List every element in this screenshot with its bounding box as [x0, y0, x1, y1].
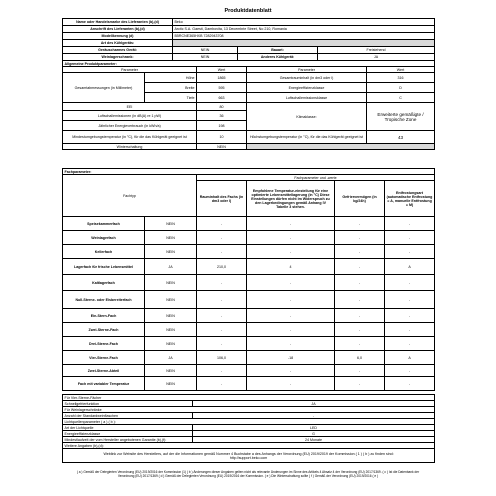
depth-label: Tiefe	[145, 93, 197, 103]
bottles-label: Anzahl der Standardweinflaschen	[63, 413, 193, 419]
design-value: Freistehend	[318, 47, 435, 54]
compartment-name: Zwei-Sterne-Fach	[63, 323, 145, 337]
other-appliance-value: JA	[318, 54, 435, 61]
compartment-defrost: -	[385, 275, 435, 291]
wine-cabinet-value: NEIN	[173, 54, 238, 61]
compartment-present: NEIN	[145, 291, 197, 309]
noise-class-value: C	[367, 93, 435, 103]
warranty-value: 24 Monate	[193, 437, 435, 443]
compartment-name: Lagerfach für frische Lebensmittel	[63, 259, 145, 275]
col-parameter-2: Parameter	[247, 67, 367, 73]
compartment-present: NEIN	[145, 275, 197, 291]
col-compartment-volume: Rauminhalt des Fachs (in dm3 oder l)	[197, 181, 247, 217]
compartment-temp: -	[247, 377, 335, 391]
table-row	[63, 377, 435, 391]
depth-value: 663	[197, 93, 247, 103]
supplier-name-value: Beko	[173, 19, 435, 26]
table-row	[63, 291, 435, 309]
footnotes	[62, 470, 434, 478]
compartment-freeze: -	[335, 259, 385, 275]
max-temp-label: Höchstumgebungstemperatur (in °C), für die das Kühlgerät geeignet ist	[247, 131, 367, 144]
supplier-name-label: Name oder Handelsmarke des Lieferanten (b),(d)	[63, 19, 173, 26]
compartment-params-label: Fachparameter und -werte	[197, 175, 435, 181]
appliance-type-value	[173, 40, 435, 47]
compartment-volume: 106,0	[197, 351, 247, 365]
weblink-cell	[63, 449, 435, 463]
col-parameter: Parameter	[63, 67, 197, 73]
compartment-volume: -	[197, 377, 247, 391]
eei-value: 80	[197, 103, 247, 111]
footnote-line-1: ( a ) Gemäß der Delegierten Verordnung (EU) 2019/2016 der Kommission (1) ( b ) Änderungen dieser Angaben gelten nicht als relevante Änderungen im Sinne des Artikels 4 Absatz 4 der Verordnung (EU) 2017/1369. ( c ) Ist die Datenbank der	[76, 470, 420, 474]
compartment-defrost: -	[385, 377, 435, 391]
four-star-section: Für Vier-Sterne-Fächer	[63, 395, 435, 401]
compartment-rows	[63, 217, 435, 391]
compartment-temp: -	[247, 217, 335, 231]
max-temp-value: 43	[367, 131, 435, 144]
compartment-temp: -	[247, 231, 335, 245]
compartments-table	[62, 168, 435, 391]
compartment-volume: -	[197, 291, 247, 309]
supplier-table	[62, 18, 435, 61]
compartment-temp: -	[247, 309, 335, 323]
table-row	[63, 275, 435, 291]
supplier-address-value: Arctic S.A. Gaesti, Dambovita, 13 Decembrie Street, No 210, Romania	[173, 26, 435, 33]
warranty-label: Mindestlaufzeit der vom Hersteller angebotenen Garantie (b),(f):	[63, 437, 193, 443]
compartment-defrost: -	[385, 323, 435, 337]
compartment-freeze: -	[335, 231, 385, 245]
compartment-present: NEIN	[145, 377, 197, 391]
compartment-defrost: -	[385, 337, 435, 351]
page-title: Produktdatenblatt	[224, 8, 272, 14]
compartment-name: Ein-Stern-Fach	[63, 309, 145, 323]
annual-energy-label: Jährlicher Energieverbrauch (in kWh/a)	[63, 121, 197, 131]
compartment-temp: -18	[247, 351, 335, 365]
compartment-temp: -	[247, 323, 335, 337]
compartment-volume: -	[197, 231, 247, 245]
noise-class-label: Luftschallemissionsklasse	[247, 93, 367, 103]
compartment-temp: -	[247, 291, 335, 309]
compartment-freeze: -	[335, 365, 385, 377]
compartment-name: Null-Sterne- oder Eisbereiterfach	[63, 291, 145, 309]
noise-value: 36	[197, 111, 247, 121]
energy-class-value: D	[367, 83, 435, 93]
compartment-present: NEIN	[145, 217, 197, 231]
table-row	[63, 365, 435, 377]
col-value-2: Wert	[367, 67, 435, 73]
compartment-defrost: A	[385, 259, 435, 275]
light-class-label: Energieeffizienzklasse	[63, 431, 193, 437]
table-row	[63, 323, 435, 337]
width-value: 595	[197, 83, 247, 93]
model-value: B5RCNE365HXB 7282943708	[173, 33, 435, 40]
light-class-value: G	[193, 431, 435, 437]
compartment-defrost: -	[385, 365, 435, 377]
compartment-defrost: -	[385, 217, 435, 231]
compartment-freeze: -	[335, 245, 385, 259]
col-defrost-type: Entfrostungsart (automatische Entfrostung = A, manuelle Entfrostung = M)	[385, 181, 435, 217]
light-type-label: Art der Lichtquelle	[63, 425, 193, 431]
compartment-volume: -	[197, 323, 247, 337]
dims-label: Gesamtabmessungen (in Millimeter)	[63, 73, 145, 103]
design-label: Bauart:	[238, 47, 318, 54]
bottles-value: -	[193, 413, 435, 419]
col-compartment-type: Fachtyp	[63, 175, 197, 217]
compartment-volume: -	[197, 245, 247, 259]
compartment-defrost: -	[385, 231, 435, 245]
compartment-temp: -	[247, 365, 335, 377]
wine-cabinet-label: Weinlagerschrank:	[63, 54, 173, 61]
compartment-present: NEIN	[145, 365, 197, 377]
table-row	[63, 337, 435, 351]
compartment-freeze: -	[335, 291, 385, 309]
compartments-section-label: Fachparameter:	[63, 169, 435, 175]
light-type-value: LED	[193, 425, 435, 431]
compartment-freeze: -	[335, 337, 385, 351]
table-row	[63, 231, 435, 245]
table-row	[63, 309, 435, 323]
compartment-defrost: -	[385, 291, 435, 309]
winter-blank	[247, 144, 435, 150]
energy-class-label: Energieeffizienzklasse	[247, 83, 367, 93]
fast-freeze-label: Schnellgefrierfunktion	[63, 401, 193, 407]
appliance-type-label: Art des Kühlgeräts:	[63, 40, 173, 47]
compartment-name: Weinlagerfach	[63, 231, 145, 245]
volume-label: Gesamtrauminhalt (in dm3 oder l)	[247, 73, 367, 83]
compartment-volume: 210,0	[197, 259, 247, 275]
wine-section: Für Weinlagerschränke	[63, 407, 435, 413]
min-temp-value: 10	[197, 131, 247, 144]
general-section-label: Allgemeine Produktparameter:	[63, 61, 435, 67]
compartment-freeze: -	[335, 323, 385, 337]
table-row	[63, 351, 435, 365]
fast-freeze-value: JA	[193, 401, 435, 407]
compartment-name: Fach mit variabler Temperatur	[63, 377, 145, 391]
compartment-name: Drei-Sterne-Fach	[63, 337, 145, 351]
compartment-temp: -	[247, 275, 335, 291]
climate-label: Klimaklasse:	[247, 103, 367, 131]
compartment-name: Zwei-Sterne-Abteil	[63, 365, 145, 377]
noise-label: Luftschallemissionen (in dB(A) re 1 pW)	[63, 111, 197, 121]
compartment-defrost: -	[385, 309, 435, 323]
annual-energy-value: 198	[197, 121, 247, 131]
low-noise-label: Geräuscharmes Gerät:	[63, 47, 173, 54]
col-value: Wert	[197, 67, 247, 73]
supplier-address-label: Anschrift des Lieferanten (b),(d)	[63, 26, 173, 33]
weblink-url[interactable]: http://support.beko.com	[229, 455, 268, 460]
additional-table	[62, 394, 435, 463]
winter-value: NEIN	[197, 144, 247, 150]
compartment-present: NEIN	[145, 323, 197, 337]
compartment-volume: -	[197, 275, 247, 291]
compartment-name: Kaltlagerfach	[63, 275, 145, 291]
compartment-present: NEIN	[145, 245, 197, 259]
compartment-temp: -	[247, 337, 335, 351]
col-freezing-capacity: Gefriervermögen (in kg/24h)	[335, 181, 385, 217]
compartment-temp: -	[247, 245, 335, 259]
compartment-name: Vier-Sterne-Fach	[63, 351, 145, 365]
compartment-freeze: -	[335, 275, 385, 291]
compartment-present: NEIN	[145, 337, 197, 351]
compartment-defrost: -	[385, 245, 435, 259]
compartment-present: JA	[145, 351, 197, 365]
winter-label: Winterschaltung	[63, 144, 197, 150]
compartment-freeze: -	[335, 309, 385, 323]
low-noise-value: NEIN	[173, 47, 238, 54]
compartment-present: NEIN	[145, 309, 197, 323]
min-temp-label: Mindestumgebungstemperatur (in °C), für die das Kühlgerät geeignet ist	[63, 131, 197, 144]
height-label: Höhe	[145, 73, 197, 83]
compartment-volume: -	[197, 365, 247, 377]
compartment-present: JA	[145, 259, 197, 275]
compartment-name: Speisekammerfach	[63, 217, 145, 231]
eei-label: EEI	[63, 103, 197, 111]
compartment-temp: 4	[247, 259, 335, 275]
compartment-freeze: 6,0	[335, 351, 385, 365]
climate-value: Erweiterte gemäßigte / Tropische Zone	[367, 103, 435, 131]
table-row	[63, 217, 435, 231]
table-row	[63, 245, 435, 259]
compartment-volume: -	[197, 217, 247, 231]
compartment-defrost: A	[385, 351, 435, 365]
height-value: 1865	[197, 73, 247, 83]
additional-section: Weitere Angaben (b),(d):	[63, 443, 435, 449]
general-parameters-table	[62, 60, 435, 150]
volume-value: 316	[367, 73, 435, 83]
compartment-volume: -	[197, 309, 247, 323]
width-label: Breite	[145, 83, 197, 93]
footnote-line-2: Verordnung (EU) 2017/1369 ( d ) Gemäß der Delegierten Verordnung (EU) 2019/2016 der Kommission. ( e ) Die Winterschaltung sollte ( f ) Gemäß der Verordnung (EU) 2019/2016 ( e )	[117, 474, 379, 478]
other-appliance-label: Anderes Kühlgerät:	[238, 54, 318, 61]
compartment-name: Kellerfach	[63, 245, 145, 259]
model-label: Modellkennung (d)	[63, 33, 173, 40]
light-section: Lichtquellenparameter ( a ) ( b ):	[63, 419, 435, 425]
weblink-text: Weblink zur Website des Herstellers, auf der die Informationen gemäß Nummer 4 Buchstabe a des Anhangs der Verordnung (EU) 2019/2019 der Kommission ( 1 ) ( b ) zu finden sind:	[103, 451, 394, 456]
compartment-freeze: -	[335, 217, 385, 231]
col-recommended-temp: Empfohlene Temperatur-einstellung für eine optimierte Lebensmittellagerung (in °C) Diese Einstellungen dürfen nicht im Widerspruch zu den Lagerbedingungen gemäß Anhang IV Tabelle 3 stehen.	[247, 181, 335, 217]
compartment-present: NEIN	[145, 231, 197, 245]
compartment-volume: -	[197, 337, 247, 351]
compartment-freeze: -	[335, 377, 385, 391]
table-row	[63, 259, 435, 275]
